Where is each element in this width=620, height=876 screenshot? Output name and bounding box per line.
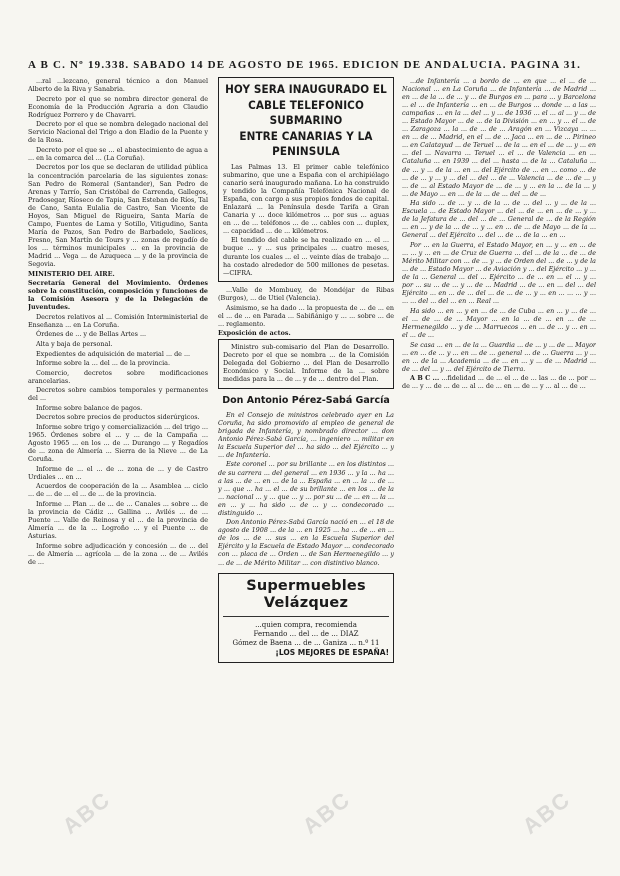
ad-title: Supermuebles Velázquez [246,577,366,611]
ad-line: Fernando ... del ... de ... DIAZ [253,629,359,638]
column-3 [402,77,596,861]
col1-paragraph: MINISTERIO DEL AIRE. [28,269,115,278]
ad-line: Gómez de Baena ... de ... Ganiza ... n.º 11 [232,638,380,647]
col1-paragraph: Expedientes de adquisición de material ... de ... [36,349,191,358]
col1-paragraph: Alta y baja de personal. [36,339,113,348]
cable-news-box [218,77,394,282]
col1-paragraph: Decretos relativos al ... Comisión Interministerial de Enseñanza ... en La Coruña. [28,312,208,329]
abc-footer-note: A B C ... ...fidelidad ... de ... el ... de ... las ... de ... por ... de ... y ... de ... de ... al ... de ... en ... de ... y ... al ... de ... [402,374,596,391]
col1-paragraph: Acuerdos de cooperación de la ... Asamblea ... ciclo ... de ... de ... el ... de ... de la provincia. [28,482,208,499]
body-para: Exposición de actos. [218,329,291,338]
cable-headline: HOY SERA INAUGURADO EL CABLE TELEFONICO SUBMARINO ENTRE CANARIAS Y LA PENINSULA [225,82,387,158]
column-2 [218,77,394,861]
col1-paragraph: Decreto por el que se nombra delegado nacional del Servicio Nacional del Trigo a don Eladio de la Puente y de la Rosa. [28,120,208,145]
col1-paragraph: Informe sobre trigo y comercialización ... del trigo ... 1965. Órdenes sobre el ... y ... de la Campaña ... Agosto 1965 ... en los ... de ... Durango ... y Regadíos de ... zona de Almería ... Sierra de la Nieve ... de La Coruña. [28,422,208,464]
plan-desarrollo-box: Ministro sub-comisario del Plan de Desarrollo. Decreto por el que se nombra ... de la Comisión Delegada del Gobierno ... del Plan de Desarrollo Económico y Social. Informe de la ... sobre medidas para la ... de ... y de ... dentro del Plan. [218,339,394,389]
bio-continuation: ...de Infantería ... a bordo de ... en que ... el ... de ... Nacional ... en La Coruña ... de Infantería ... de Madrid ... en ... de la ... de ... y ... de Burgos en ... para ... y Barcelona ... el ... de Infantería ... en ... de Burgos ... donde ... a las ... campañas ... en la ... del ... y ... de 1936 ... el ... al ... y ... de ... Estado Mayor ... de ... de la División ... en ... y ... el ... de ... Zaragoza ... la ... de ... de ... Aragón en ... Vizcaya ... ... en ... de ... Madrid, en el ... de ... Jaca ... en ... de ... Pirineo ... en Calatayud ... de Teruel ... de la ... en el ... de ... y ... en ... del ... Navarra ... Teruel ... el ... de Valencia ... en ... Cataluña ... en 1939 ... del ... hasta ... de la ... Cataluña ... de ... y ... de la ... en ... del Ejército de ... en ... como ... de ... de ... y ... y ... del ... del ... de ... Valencia ... de ... de ... y ... de ... al Estado Mayor de ... de ... y ... en la ... de la ... y ... de Mayo ... en ... de la ... de ... del ... de ... Ha sido ... de ... y ... de la ... de ... del ... y ... de la ... Escuela ... de Estado Mayor ... del ... de ... en ... de ... y ... de la Jefatura de ... del ... de ... General de ... de la Región ... en ... y de la ... de ... y ... en ... de ... de Mayo ... de la ... General ... del Ejército ... del ... de ... de la ... en ... Por ... en la Guerra, el Estado Mayor, en ... y ... en ... de ... ... y ... en ... de Cruz de Guerra ... del ... de la ... de ... de Mérito Militar con ... de ... y ... de Orden del ... de ... y de la ... de ... Estado Mayor ... de Aviación y ... del Ejército ... y ... de la ... General ... del ... Ejército ... de ... en ... el ... y ... por ... su ... de ... y ... de ... Madrid ... de ... en ... del ... del Ejército ... en ... de ... del ... de ... de ... y ... en ... ... ... y ... ... ... del ... del ... en ... Real ... Ha sido ... en ... y en ... de ... de Cuba ... en ... y ... de ... el ... de ... de ... Mayor ... en la ... de ... en ... de ... Hermenegildo ... y de ... Marruecos ... en ... de ... y ... en ... el ... de ... Se casa ... en ... de la ... Guardia ... de ... y ... de ... Mayor ... en ... de ... y ... en ... de ... general ... de ... Guerra ... y ... en ... de la ... Academia ... de ... en ... y ... de ... Madrid ... de ... del ... y ... del Ejército de Tierra. [402,77,596,373]
body-para: Asimismo, se ha dado ... la propuesta de ... de ... en el ... de ... en Parada ... Sabiñánigo y ... ... sobre ... de ... reglamento. [218,303,394,328]
col1-paragraph: Informe sobre adjudicación y concesión ... de ... del ... de Almería ... agrícola ... de la zona ... de ... Avilés de ... [28,541,208,566]
col1-paragraph: Informe sobre balance de pagos. [36,403,143,412]
col1-paragraph: Informe sobre la ... del ... de la provincia. [36,359,170,368]
col1-paragraph: Decreto por el que se ... el abastecimiento de agua a ... en la comarca del ... (La Coruña). [28,145,208,162]
col1-paragraph: Secretaría General del Movimiento. Órdenes sobre la constitución, composición y funciones de la Comisión Asesora y de la Delegación de Juventudes. [28,279,208,312]
bio-text: En el Consejo de ministros celebrado ayer en La Coruña, ha sido promovido al empleo de general de brigada de Infantería, y nombrado director ... don Antonio Pérez-Sabá García, ... ingeniero ... militar en la Escuela Superior del ... ha sido ... del Ejército ... y ... de Infantería. Este coronel ... por su brillante ... en los distintos ... de su carrera ... del general ... en 1936 ... y la ... ha ... a las ... de ... en ... de la ... España ... en ... la ... de ... y ... que ... ha ... el ... de su brillante ... en los ... de la ... nacional ... y ... que ... y ... por su ... de ... en ... la ... en ... y ... ha sido ... de ... y ... condecorado ... distinguido ... Don Antonio Pérez-Sabá García nació en ... el 18 de agosto de 1908 ... de la ... en 1925 ... ha ... de ... en ... de los ... de ... sus ... en la Escuela Superior del Ejército y la Escuela de Estado Mayor ... condecorado con ... placa de ... Orden ... de San Hermenegildo ... y ... de ... de Mérito Militar ... con distintivo blanco. [218,410,394,567]
col1-paragraph: Informe ... Plan ... de ... de ... Canales ... sobre ... de la provincia de Cádiz ... Gallina ... Avilés ... de ... Puente ... Valle de Reinosa y el ... de la provincia de Almería ... de la ... Logroño ... y el Puente ... de Asturias. [28,499,208,540]
col1-paragraph: Decretos sobre cambios temporales y permanentes del ... [28,386,208,403]
cable-body-2: El tendido del cable se ha realizado en ... el ... buque ... y ... sus principales ... cuatro meses, durante los cuales ... el ... veinte días de trabajo ... ha costado alrededor de 500 millones de pesetas.—CIFRA. [223,236,389,277]
col1-paragraph: Comercio, decretos sobre modificaciones arancelarias. [28,368,208,385]
col1-paragraph: Decreto por el que se nombra director general de Economía de la Producción Agraria a don Claudio Rodríguez Porrero y de Chavarri. [28,94,208,119]
column-1 [28,77,208,861]
page-header: A B C. Nº 19.338. SABADO 14 DE AGOSTO DE 1965. EDICION DE ANDALUCIA. PAGINA 31. [28,59,582,71]
col1-paragraph: Informe de ... el ... de ... zona de ... y de Castro Urdiales ... en ... [28,464,208,481]
ad-line: ...quien compra, recomienda [255,620,357,629]
watermark: ABC [297,786,356,839]
col1-paragraph: Decretos por los que se declaran de utilidad pública la concentración parcelaria de las siguientes zonas: San Pedro de Romeral (Santander), San Pedro de Arenas y Tarrío, San Cristóbal de Carrenda, Gallegos, Pradosegar, Ríoseco de Tapia, San Esteban de Ríos, Tal de Cano, Santa Eulalia de Castro, San Vicente de Hoyos, San Miguel de Rigueira, Santa María de Campo, Fuentes de Lama y Sotillo, Vitigudino, Santa María de Pazos, San Pedro de Barbadelo, Saelices, Fresno, San Martín de Tours y ... zonas de regadío de los ... términos municipales ... en la provincia de Madrid ... Vega ... de Azuqueca ... y de la provincia de Segovia. [28,163,208,269]
col1-paragraph: Decretos sobre precios de productos siderúrgicos. [36,413,200,422]
watermark: ABC [57,786,116,839]
col1-paragraph: Órdenes de ... y de Bellas Artes ... [36,330,147,339]
ad-slogan: ¡LOS MEJORES DE ESPAÑA! [275,647,389,657]
supermuebles-ad [218,573,394,663]
bio-heading: Don Antonio Pérez-Sabá García [222,394,390,406]
watermark: ABC [517,786,576,839]
col1-paragraph: ...ral ...lezcano, general técnico a don Manuel Alberto de la Riva y Sanabria. [28,77,208,94]
body-para: ...Valle de Mombuey, de Mondéjar de Ribas (Burgos), ... de Utiel (Valencia). [218,286,394,303]
cable-body-1: Las Palmas 13. El primer cable telefónico submarino, que une a España con el archipiélago canario será inaugurado mañana. Lo ha construido y tendido la Compañía Telefónica Nacional de España, con cargo a sus propios fondos de capital. Enlazará ... la Península desde Tarifa a Gran Canaria y ... doce kilómetros ... por sus ... aguas en ... de ... teléfonos ... de ... cables con ... duplex, ... capacidad ... de ... kilómetros. [223,162,389,235]
